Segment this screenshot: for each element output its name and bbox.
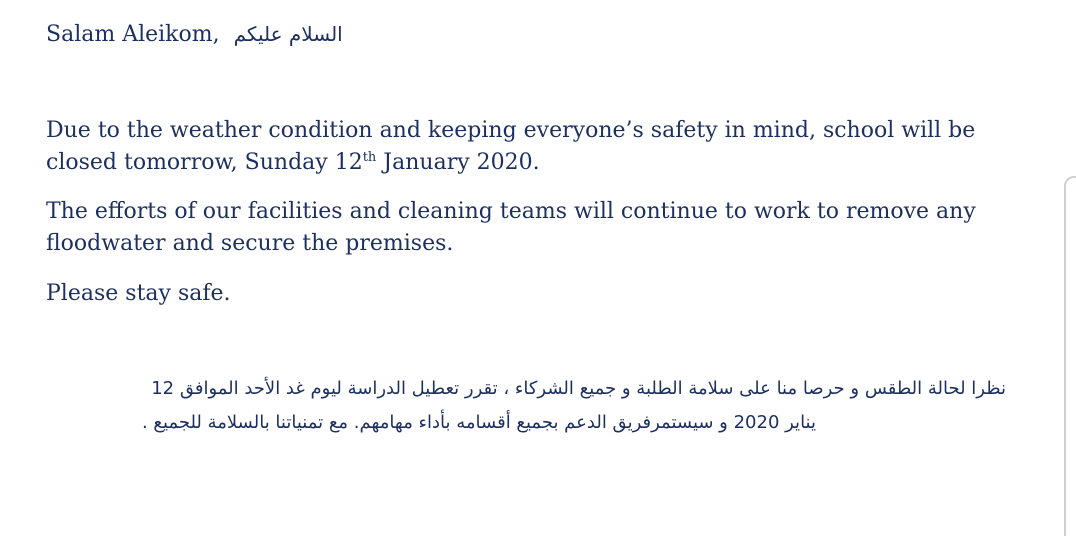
greeting <box>46 20 343 49</box>
arabic-notice-line1: نظرا لحالة الطقس و حرصا منا على سلامة الطلبة و جميع الشركاء ، تقرر تعطيل الدراسة ليوم غد الأحد الموافق 12 <box>151 378 1006 399</box>
arabic-notice-line2: يناير 2020 و سيستمرفريق الدعم بجميع أقسامه بأداء مهامهم. مع تمنياتنا بالسلامة للجميع . <box>141 412 816 433</box>
greeting-arabic: السلام عليكم <box>233 22 343 46</box>
stay-safe-paragraph: Please stay safe. <box>46 281 231 306</box>
closure-paragraph <box>46 115 1036 179</box>
closure-text-part2: January 2020. <box>376 150 540 175</box>
facilities-paragraph: The efforts of our facilities and cleaning teams will continue to work to remove any floodwater and secure the premises. <box>46 199 976 256</box>
date-ordinal-suffix: th <box>362 150 377 165</box>
greeting-latin: Salam Aleikom, <box>46 22 220 47</box>
arabic-notice <box>46 372 1006 440</box>
closure-text-part1: Due to the weather condition and keeping everyone’s safety in mind, school will be closed tomorrow, Sunday 12 <box>46 118 976 175</box>
screen-edge-curve <box>1064 176 1076 536</box>
